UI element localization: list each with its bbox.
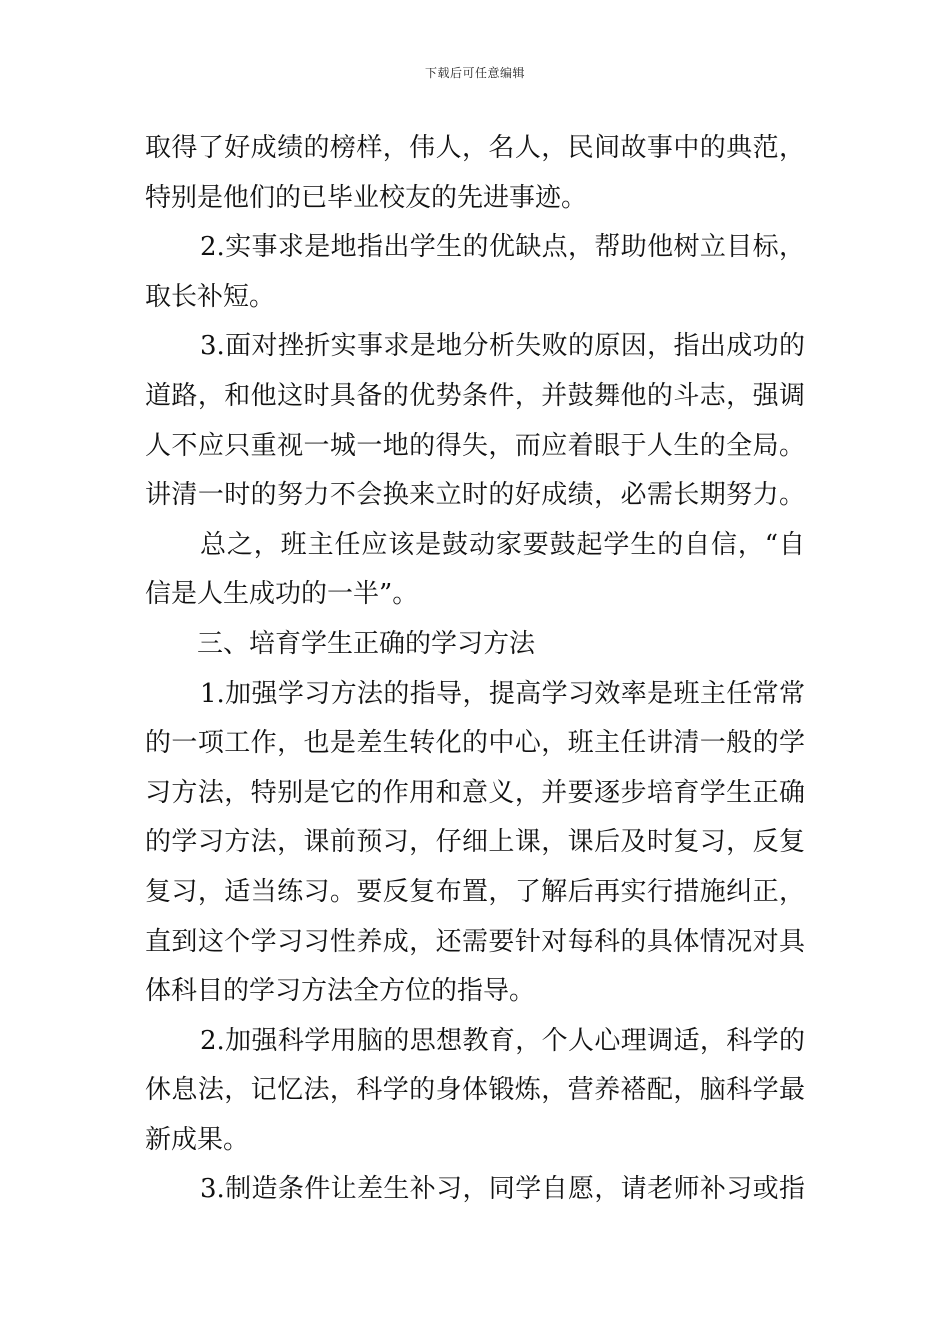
paragraph-line: 直到这个学习习性养成，还需要针对每科的具体情况对具 xyxy=(145,926,805,957)
paragraph-line: 信是人生成功的一半”。 xyxy=(145,579,419,610)
paragraph-line: 取得了好成绩的榜样，伟人，名人，民间故事中的典范， xyxy=(145,133,805,163)
paragraph-line: 特别是他们的已毕业校友的先进事迹。 xyxy=(145,182,588,213)
document-body xyxy=(145,124,805,1215)
page-header: 下载后可任意编辑 xyxy=(424,66,525,80)
paragraph-line: 道路，和他这时具备的优势条件，并鼓舞他的斗志，强调 xyxy=(145,380,805,411)
paragraph-line: 3.面对挫折实事求是地分析失败的原因，指出成功的 xyxy=(200,331,805,362)
paragraph-line: 2.实事求是地指出学生的优缺点，帮助他树立目标， xyxy=(200,232,805,263)
paragraph-line: 2.加强科学用脑的思想教育，个人心理调适，科学的 xyxy=(200,1025,805,1056)
paragraph-line: 取长补短。 xyxy=(145,281,276,312)
paragraph-line: 人不应只重视一城一地的得失，而应着眼于人生的全局。 xyxy=(145,430,805,461)
paragraph-line: 新成果。 xyxy=(145,1124,250,1155)
paragraph-line: 3.制造条件让差生补习，同学自愿，请老师补习或指 xyxy=(200,1174,805,1205)
paragraph-line: 复习，适当练习。要反复布置，了解后再实行措施纠正， xyxy=(145,876,805,907)
paragraph-line: 体科目的学习方法全方位的指导。 xyxy=(145,976,536,1007)
paragraph-line: 1.加强学习方法的指导，提高学习效率是班主任常常 xyxy=(200,678,805,709)
paragraph-line: 讲清一时的努力不会换来立时的好成绩，必需长期努力。 xyxy=(145,480,805,511)
paragraph-line: 的学习方法，课前预习，仔细上课，课后及时复习，反复 xyxy=(145,827,805,858)
paragraph-line: 习方法，特别是它的作用和意义，并要逐步培育学生正确 xyxy=(145,777,805,808)
paragraph-line: 休息法，记忆法，科学的身体锻炼，营养褡配，脑科学最 xyxy=(145,1075,805,1106)
section-heading: 三、培育学生正确的学习方法 xyxy=(197,628,536,659)
paragraph-line: 的一项工作，也是差生转化的中心，班主任讲清一般的学 xyxy=(145,728,805,759)
paragraph-line: 总之，班主任应该是鼓动家要鼓起学生的自信，“自 xyxy=(200,529,805,560)
